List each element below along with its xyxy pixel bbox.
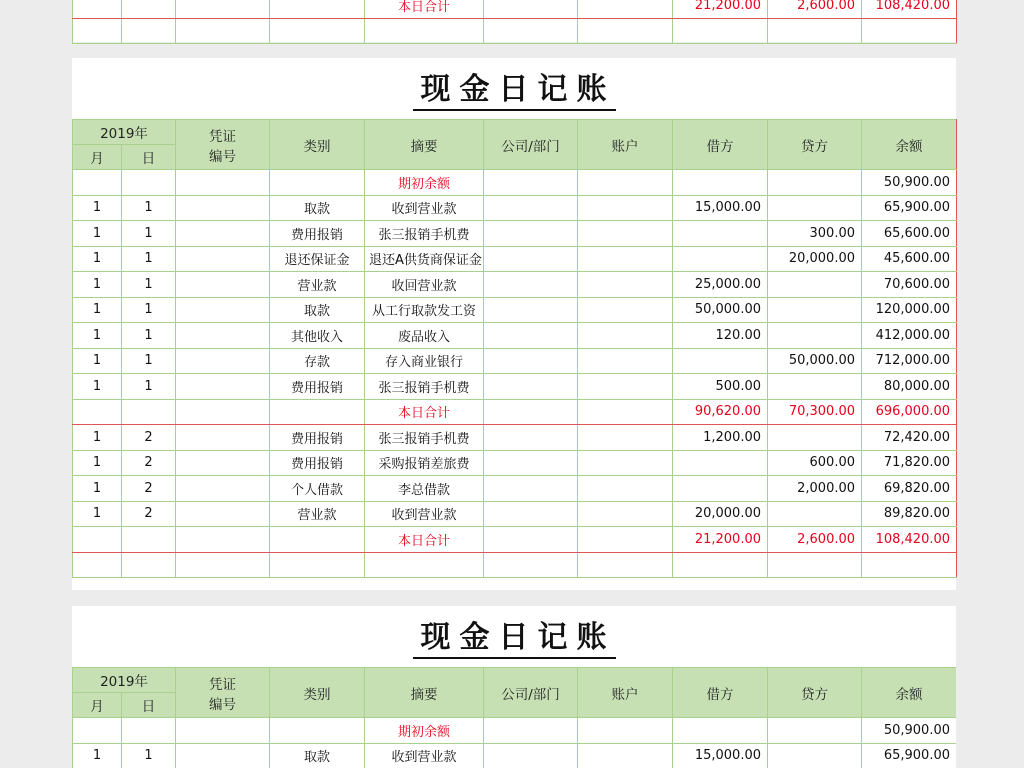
voucher-cell: [176, 221, 270, 247]
balance-cell: 89,820.00: [862, 501, 957, 527]
day-cell: 1: [122, 272, 176, 298]
credit-header: 贷方: [768, 668, 862, 718]
opening-row: [73, 718, 957, 744]
account-cell: [578, 323, 673, 349]
dept-cell: [484, 425, 578, 451]
dept-cell: [484, 527, 578, 553]
table-row: [73, 450, 957, 476]
summary-cell: 收到营业款: [365, 195, 484, 221]
opening-label: 期初余额: [365, 170, 484, 196]
voucher-cell: [176, 527, 270, 553]
day-cell: 1: [122, 246, 176, 272]
account-cell: [578, 501, 673, 527]
credit-cell: [768, 272, 862, 298]
account-cell: [578, 450, 673, 476]
credit-cell: [768, 297, 862, 323]
credit-cell: 50,000.00: [768, 348, 862, 374]
credit-cell: 300.00: [768, 221, 862, 247]
debit-cell: 500.00: [673, 374, 768, 400]
dept-cell: [484, 450, 578, 476]
category-cell: 取款: [270, 297, 365, 323]
account-cell: [578, 425, 673, 451]
opening-row: [73, 170, 957, 196]
table-row: [73, 476, 957, 502]
category-cell: 存款: [270, 348, 365, 374]
month-header: 月: [73, 145, 122, 170]
balance-cell: 712,000.00: [862, 348, 957, 374]
debit-cell: [673, 348, 768, 374]
month-cell: 1: [73, 450, 122, 476]
balance-cell: 108,420.00: [862, 527, 957, 553]
summary-cell: 从工行取款发工资: [365, 297, 484, 323]
dept-cell: [484, 195, 578, 221]
balance-cell: 80,000.00: [862, 374, 957, 400]
day-cell: [122, 527, 176, 553]
table-row: [73, 272, 957, 298]
day-cell: 2: [122, 476, 176, 502]
debit-cell: 15,000.00: [673, 743, 768, 768]
balance-header: 余额: [862, 120, 957, 170]
voucher-cell: [176, 246, 270, 272]
summary-cell: 张三报销手机费: [365, 425, 484, 451]
day-cell: 1: [122, 323, 176, 349]
balance-cell: 108,420.00: [862, 0, 957, 18]
category-cell: 取款: [270, 195, 365, 221]
account-cell: [578, 195, 673, 221]
balance-cell: 65,600.00: [862, 221, 957, 247]
debit-cell: 20,000.00: [673, 501, 768, 527]
debit-cell: [673, 476, 768, 502]
balance-cell: 412,000.00: [862, 323, 957, 349]
balance-cell: 70,600.00: [862, 272, 957, 298]
summary-cell: 本日合计: [365, 0, 484, 18]
year-header: 2019年: [73, 668, 176, 693]
summary-cell: 李总借款: [365, 476, 484, 502]
balance-cell: 71,820.00: [862, 450, 957, 476]
account-cell: [578, 246, 673, 272]
account-cell: [578, 297, 673, 323]
credit-header: 贷方: [768, 120, 862, 170]
opening-balance: 50,900.00: [862, 718, 956, 744]
credit-cell: [768, 501, 862, 527]
day-cell: 1: [122, 297, 176, 323]
debit-cell: 21,200.00: [673, 527, 768, 553]
account-cell: [578, 221, 673, 247]
table-row: [73, 348, 957, 374]
credit-cell: 20,000.00: [768, 246, 862, 272]
summary-cell: 收到营业款: [365, 501, 484, 527]
table-row: [73, 743, 957, 768]
credit-cell: 600.00: [768, 450, 862, 476]
account-cell: [578, 399, 673, 425]
credit-cell: [768, 374, 862, 400]
balance-header: 余额: [862, 668, 956, 718]
credit-cell: 2,600.00: [768, 527, 862, 553]
table-row: [73, 221, 957, 247]
month-cell: 1: [73, 195, 122, 221]
table-row: [73, 425, 957, 451]
balance-cell: 45,600.00: [862, 246, 957, 272]
voucher-cell: [176, 450, 270, 476]
year-header: 2019年: [73, 120, 176, 145]
category-cell: 费用报销: [270, 450, 365, 476]
day-cell: 1: [122, 374, 176, 400]
subtotal-row: [73, 0, 957, 18]
voucher-cell: [176, 195, 270, 221]
dept-cell: [484, 272, 578, 298]
category-cell: 退还保证金: [270, 246, 365, 272]
month-cell: 1: [73, 221, 122, 247]
account-cell: [578, 527, 673, 553]
dept-cell: [484, 399, 578, 425]
month-cell: 1: [73, 425, 122, 451]
debit-cell: 15,000.00: [673, 195, 768, 221]
voucher-cell: [176, 272, 270, 298]
voucher-cell: [176, 501, 270, 527]
opening-label: 期初余额: [365, 718, 484, 744]
summary-cell: 收回营业款: [365, 272, 484, 298]
account-cell: [578, 743, 673, 768]
month-cell: 1: [73, 501, 122, 527]
summary-cell: 采购报销差旅费: [365, 450, 484, 476]
ledger-table: [72, 119, 957, 578]
subtotal-row: [73, 399, 957, 425]
voucher-cell: [176, 297, 270, 323]
account-header: 账户: [578, 120, 673, 170]
category-cell: 个人借款: [270, 476, 365, 502]
voucher-cell: [176, 348, 270, 374]
debit-cell: 120.00: [673, 323, 768, 349]
voucher-cell: [176, 743, 270, 768]
debit-cell: 90,620.00: [673, 399, 768, 425]
debit-header: 借方: [673, 120, 768, 170]
balance-cell: 696,000.00: [862, 399, 957, 425]
debit-header: 借方: [673, 668, 768, 718]
dept-cell: [484, 323, 578, 349]
summary-cell: 废品收入: [365, 323, 484, 349]
account-cell: [578, 374, 673, 400]
sheet-title: 现金日记账: [72, 70, 956, 110]
debit-cell: [673, 450, 768, 476]
debit-cell: 50,000.00: [673, 297, 768, 323]
day-cell: 1: [122, 743, 176, 768]
table-row: [73, 246, 957, 272]
voucher-cell: [176, 399, 270, 425]
day-header: 日: [122, 693, 176, 718]
month-cell: 1: [73, 743, 122, 768]
account-cell: [578, 476, 673, 502]
dept-header: 公司/部门: [484, 668, 578, 718]
month-cell: 1: [73, 323, 122, 349]
dept-cell: [484, 476, 578, 502]
category-cell: 费用报销: [270, 221, 365, 247]
voucher-cell: [176, 425, 270, 451]
voucher-cell: [176, 323, 270, 349]
voucher-header: 凭证 编号: [176, 120, 270, 170]
month-cell: 1: [73, 348, 122, 374]
month-cell: 1: [73, 297, 122, 323]
credit-cell: [768, 743, 862, 768]
month-cell: 1: [73, 246, 122, 272]
dept-cell: [484, 374, 578, 400]
empty-row: [73, 552, 957, 578]
ledger-table-next: [72, 667, 956, 768]
dept-cell: [484, 743, 578, 768]
month-cell: [73, 527, 122, 553]
category-cell: 营业款: [270, 501, 365, 527]
ledger-sheet: [72, 58, 956, 590]
header-row: [73, 120, 957, 145]
summary-cell: 存入商业银行: [365, 348, 484, 374]
dept-cell: [484, 246, 578, 272]
summary-cell: 退还A供货商保证金: [365, 246, 484, 272]
dept-cell: [484, 221, 578, 247]
table-row: [73, 323, 957, 349]
dept-header: 公司/部门: [484, 120, 578, 170]
summary-cell: 本日合计: [365, 399, 484, 425]
summary-header: 摘要: [365, 668, 484, 718]
category-cell: 费用报销: [270, 374, 365, 400]
account-header: 账户: [578, 668, 673, 718]
ledger-table-fragment: [72, 0, 957, 44]
voucher-header: 凭证 编号: [176, 668, 270, 718]
voucher-cell: [176, 374, 270, 400]
debit-cell: [673, 246, 768, 272]
day-header: 日: [122, 145, 176, 170]
category-cell: [270, 527, 365, 553]
day-cell: 2: [122, 425, 176, 451]
voucher-cell: [176, 476, 270, 502]
day-cell: 1: [122, 348, 176, 374]
balance-cell: 69,820.00: [862, 476, 957, 502]
opening-balance: 50,900.00: [862, 170, 957, 196]
account-cell: [578, 272, 673, 298]
credit-cell: [768, 323, 862, 349]
credit-cell: 2,000.00: [768, 476, 862, 502]
sheet-title-next: 现金日记账: [72, 618, 956, 658]
credit-cell: [768, 195, 862, 221]
day-cell: [122, 399, 176, 425]
debit-cell: [673, 221, 768, 247]
table-row: [73, 501, 957, 527]
month-cell: [73, 399, 122, 425]
month-cell: 1: [73, 476, 122, 502]
empty-row: [73, 18, 957, 44]
balance-cell: 65,900.00: [862, 743, 956, 768]
category-header: 类别: [270, 120, 365, 170]
category-cell: 费用报销: [270, 425, 365, 451]
balance-cell: 72,420.00: [862, 425, 957, 451]
month-cell: 1: [73, 374, 122, 400]
sheet-fragment-top: [72, 0, 956, 42]
summary-cell: 张三报销手机费: [365, 221, 484, 247]
category-header: 类别: [270, 668, 365, 718]
debit-cell: 25,000.00: [673, 272, 768, 298]
month-cell: 1: [73, 272, 122, 298]
category-cell: 其他收入: [270, 323, 365, 349]
credit-cell: 2,600.00: [768, 0, 862, 18]
category-cell: 取款: [270, 743, 365, 768]
category-cell: [270, 399, 365, 425]
dept-cell: [484, 501, 578, 527]
day-cell: 1: [122, 221, 176, 247]
credit-cell: 70,300.00: [768, 399, 862, 425]
credit-cell: [768, 425, 862, 451]
ledger-sheet-next: [72, 606, 956, 768]
debit-cell: 1,200.00: [673, 425, 768, 451]
debit-cell: 21,200.00: [673, 0, 768, 18]
summary-cell: 收到营业款: [365, 743, 484, 768]
summary-header: 摘要: [365, 120, 484, 170]
account-cell: [578, 348, 673, 374]
month-header: 月: [73, 693, 122, 718]
summary-cell: 张三报销手机费: [365, 374, 484, 400]
category-cell: 营业款: [270, 272, 365, 298]
subtotal-row: [73, 527, 957, 553]
day-cell: 2: [122, 501, 176, 527]
dept-cell: [484, 348, 578, 374]
balance-cell: 120,000.00: [862, 297, 957, 323]
table-row: [73, 195, 957, 221]
summary-cell: 本日合计: [365, 527, 484, 553]
day-cell: 1: [122, 195, 176, 221]
table-row: [73, 297, 957, 323]
table-row: [73, 374, 957, 400]
header-row: [73, 668, 957, 693]
balance-cell: 65,900.00: [862, 195, 957, 221]
dept-cell: [484, 297, 578, 323]
day-cell: 2: [122, 450, 176, 476]
